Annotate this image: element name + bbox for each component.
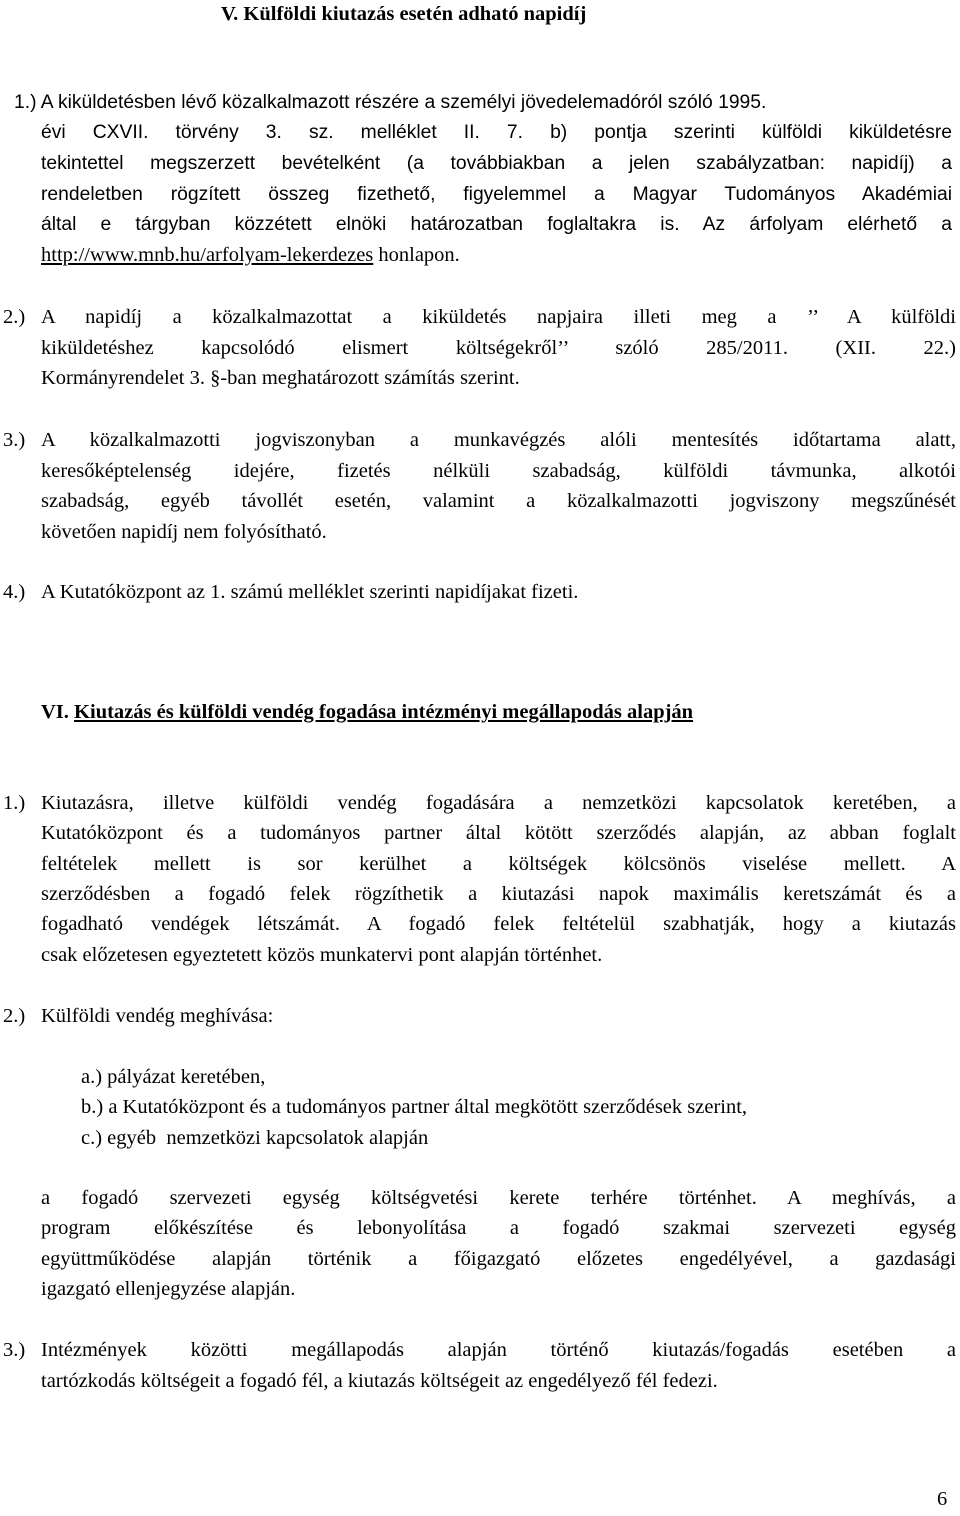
paragraph-number: 4.) [3,581,26,603]
paragraph-line: rendeletben rögzített összeg fizethető, figyelemmel a Magyar Tudományos Akadémiai [41,184,952,205]
paragraph-line-last [41,244,460,267]
page-number: 6 [937,1488,948,1510]
paragraph-line: keresőképtelenség idejére, fizetés nélküli szabadság, külföldi távmunka, alkotói [41,460,956,482]
paragraph-number: 1.) [3,792,26,814]
paragraph-line: Intézmények közötti megállapodás alapján történő kiutazás/fogadás esetében a [41,1339,956,1361]
paragraph-line: kiküldetéshez kapcsolódó elismert költségekről’’ szóló 285/2011. (XII. 22.) [41,337,956,359]
paragraph-line: tartózkodás költségeit a fogadó fél, a kiutazás költségeit az engedélyező fél fedezi. [41,1370,718,1392]
paragraph-line: Kormányrendelet 3. §-ban meghatározott számítás szerint. [41,367,520,389]
list-item: a.) pályázat keretében, [81,1066,266,1088]
paragraph-line: A napidíj a közalkalmazottat a kiküldetés napjaira illeti meg a ’’ A külföldi [41,306,956,328]
paragraph-line: Kiutazásra, illetve külföldi vendég fogadására a nemzetközi kapcsolatok keretében, a [41,792,956,814]
paragraph-line: A közalkalmazotti jogviszonyban a munkavégzés alóli mentesítés időtartama alatt, [41,429,956,451]
list-item: b.) a Kutatóközpont és a tudományos partner által megkötött szerződések szerint, [81,1096,748,1118]
paragraph-line: csak előzetesen egyeztetett közös munkatervi pont alapján történhet. [41,944,603,966]
section-v-title: V. Külföldi kiutazás esetén adható napidíj [221,3,587,25]
paragraph-line: igazgató ellenjegyzése alapján. [41,1278,296,1300]
section-vi-number: VI. [41,701,69,723]
paragraph-line: által e tárgyban közzétett elnöki határozatban foglaltakra is. Az árfolyam elérhető a [41,214,952,235]
paragraph-number: 3.) [3,1339,26,1361]
paragraph-number: 2.) [3,306,26,328]
mnb-link[interactable]: http://www.mnb.hu/arfolyam-lekerdezes [41,244,374,266]
paragraph-line: évi CXVII. törvény 3. sz. melléklet II. 7. b) pontja szerinti külföldi kiküldetésre [41,122,952,143]
paragraph-line: 1.) A kiküldetésben lévő közalkalmazott részére a személyi jövedelemadóról szóló 1995. [14,92,767,113]
section-vi-heading [41,701,693,724]
paragraph-line: A Kutatóközpont az 1. számú melléklet szerinti napidíjakat fizeti. [41,581,579,603]
paragraph-line: szabadság, egyéb távollét esetén, valamint a közalkalmazotti jogviszony megszűnését [41,490,956,512]
paragraph-line: Kutatóközpont és a tudományos partner által kötött szerződés alapján, az abban foglalt [41,822,956,844]
paragraph-line: feltételek mellett is sor kerülhet a költségek kölcsönös viselése mellett. A [41,853,956,875]
paragraph-line: szerződésben a fogadó felek rögzíthetik a kiutazási napok maximális keretszámát és a [41,883,956,905]
paragraph-number: 3.) [3,429,26,451]
paragraph-line: a fogadó szervezeti egység költségvetési kerete terhére történhet. A meghívás, a [41,1187,956,1209]
paragraph-number: 2.) [3,1005,26,1027]
paragraph-line: együttműködése alapján történik a főigazgató előzetes engedélyével, a gazdasági [41,1248,956,1270]
paragraph-intro: Külföldi vendég meghívása: [41,1005,274,1027]
paragraph-line: követően napidíj nem folyósítható. [41,521,327,543]
paragraph-line: program előkészítése és lebonyolítása a fogadó szakmai szervezeti egység [41,1217,956,1239]
link-suffix: honlapon. [373,244,460,266]
section-vi-title: Kiutazás és külföldi vendég fogadása intézményi megállapodás alapján [74,701,694,723]
paragraph-line: fogadható vendégek létszámát. A fogadó felek feltételül szabhatják, hogy a kiutazás [41,913,956,935]
paragraph-line: tekintettel megszerzett bevételként (a továbbiakban a jelen szabályzatban: napidíj) a [41,153,952,174]
list-item: c.) egyéb nemzetközi kapcsolatok alapján [81,1127,429,1149]
